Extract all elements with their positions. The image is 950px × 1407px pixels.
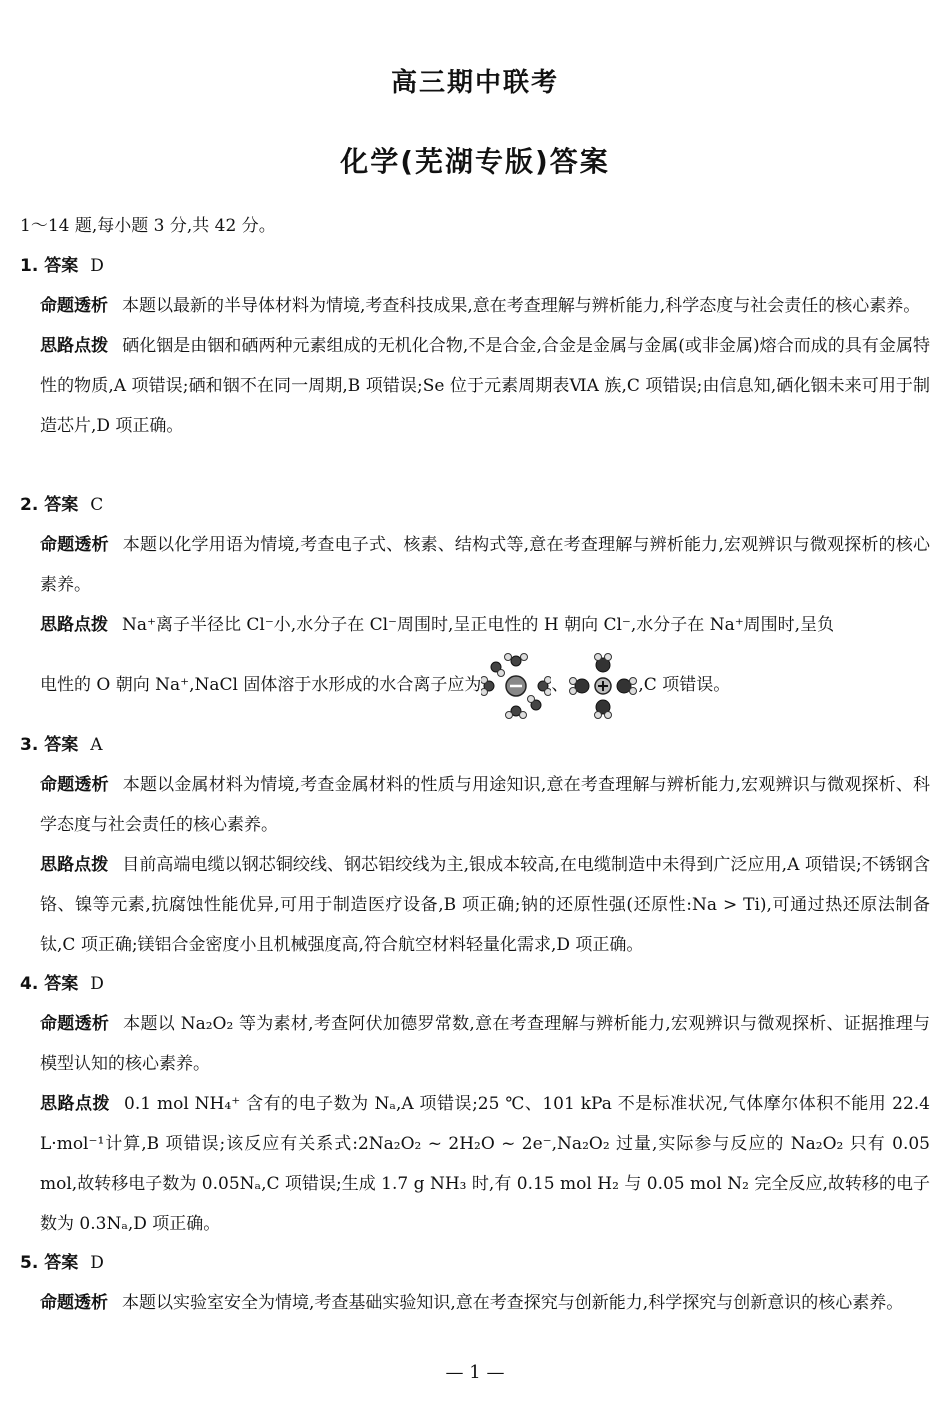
answer-value: D bbox=[90, 256, 104, 276]
solution-text: 硒化铟是由铟和硒两种元素组成的无机化合物,不是合金,合金是金属与金属(或非金属)熔合而成的具有金属特性的物质,A 项错误;硒和铟不在同一周期,B 项错误;Se 位于元素周期表ⅥA 族,C 项错误;由信息知,硒化铟未来可用于制造芯片,D 项正确。 bbox=[40, 336, 931, 436]
answer-value: C bbox=[90, 495, 104, 515]
solution-text: 0.1 mol NH₄⁺ 含有的电子数为 Nₐ,A 项错误;25 ℃、101 kPa 不是标准状况,气体摩尔体积不能用 22.4 L·mol⁻¹计算,B 项错误;该反应有关系式:2Na₂O₂ ~ 2H₂O ~ 2e⁻,Na₂O₂ 过量,实际参与反应的 Na₂O₂ 只有 0.05 mol,故转移电子数为 0.05Nₐ,C 项错误;生成 1.7 g NH₃ 时,有 0.15 mol H₂ 与 0.05 mol N₂ 完全反应,故转移的电子数为 0.3Nₐ,D 项正确。 bbox=[40, 1094, 930, 1234]
hydrated-sodium-ion-icon bbox=[568, 653, 638, 719]
question-number: 4. 答案 bbox=[20, 974, 79, 994]
intro-text: 1～14 题,每小题 3 分,共 42 分。 bbox=[20, 216, 276, 236]
answer-value: A bbox=[90, 735, 103, 755]
question-4 bbox=[20, 964, 930, 1244]
question-3 bbox=[20, 725, 930, 965]
analysis-label: 命题透析 bbox=[40, 296, 108, 316]
solution-text: 目前高端电缆以钢芯铜绞线、钢芯铝绞线为主,银成本较高,在电缆制造中未得到广泛应用,A 项错误;不锈钢含铬、镍等元素,抗腐蚀性能优异,可用于制造医疗设备,B 项正确;钠的还原性强(还原性:Na > Ti),可通过热还原法制备钛,C 项正确;镁铝合金密度小且机械强度高,符合航空材料轻量化需求,D 项正确。 bbox=[40, 855, 930, 955]
question-number: 1. 答案 bbox=[20, 256, 79, 276]
analysis-text: 本题以最新的半导体材料为情境,考查科技成果,意在考查理解与辨析能力,科学态度与社会责任的核心素养。 bbox=[122, 296, 921, 316]
solution-label: 思路点拨 bbox=[40, 855, 109, 875]
answer-value: D bbox=[90, 974, 104, 994]
page-subtitle: 化学(芜湖专版)答案 bbox=[340, 145, 610, 178]
analysis-text: 本题以金属材料为情境,考查金属材料的性质与用途知识,意在考查理解与辨析能力,宏观辨识与微观探析、科学态度与社会责任的核心素养。 bbox=[40, 775, 931, 835]
solution-label: 思路点拨 bbox=[40, 1094, 111, 1114]
analysis-text: 本题以化学用语为情境,考查电子式、核素、结构式等,意在考查理解与辨析能力,宏观辨识与微观探析的核心素养。 bbox=[40, 535, 931, 595]
page-title: 高三期中联考 bbox=[390, 68, 559, 98]
solution-text-end: ,C 项错误。 bbox=[638, 675, 731, 695]
solution-label: 思路点拨 bbox=[40, 615, 108, 635]
question-2 bbox=[20, 485, 930, 725]
hydrated-chloride-ion-icon bbox=[481, 653, 551, 719]
question-5 bbox=[20, 1243, 930, 1323]
solution-label: 思路点拨 bbox=[40, 336, 109, 356]
solution-text-cont: 电性的 O 朝向 Na⁺,NaCl 固体溶于水形成的水合离子应为 bbox=[40, 675, 482, 695]
analysis-label: 命题透析 bbox=[40, 775, 109, 795]
analysis-text: 本题以实验室安全为情境,考查基础实验知识,意在考查探究与创新能力,科学探究与创新意识的核心素养。 bbox=[122, 1293, 904, 1313]
analysis-label: 命题透析 bbox=[40, 1014, 110, 1034]
question-number: 2. 答案 bbox=[20, 495, 79, 515]
analysis-text: 本题以 Na₂O₂ 等为素材,考查阿伏加德罗常数,意在考查理解与辨析能力,宏观辨识与微观探析、证据推理与模型认知的核心素养。 bbox=[40, 1014, 930, 1074]
analysis-label: 命题透析 bbox=[40, 535, 109, 555]
page-number: — 1 — bbox=[445, 1362, 505, 1383]
question-number: 3. 答案 bbox=[20, 735, 79, 755]
question-1 bbox=[20, 246, 930, 446]
solution-text: Na⁺离子半径比 Cl⁻小,水分子在 Cl⁻周围时,呈正电性的 H 朝向 Cl⁻,水分子在 Na⁺周围时,呈负 bbox=[122, 615, 835, 635]
answer-value: D bbox=[90, 1253, 104, 1273]
intro-line bbox=[20, 206, 930, 246]
analysis-label: 命题透析 bbox=[40, 1293, 108, 1313]
question-number: 5. 答案 bbox=[20, 1253, 79, 1273]
solution-separator: 、 bbox=[551, 675, 569, 695]
